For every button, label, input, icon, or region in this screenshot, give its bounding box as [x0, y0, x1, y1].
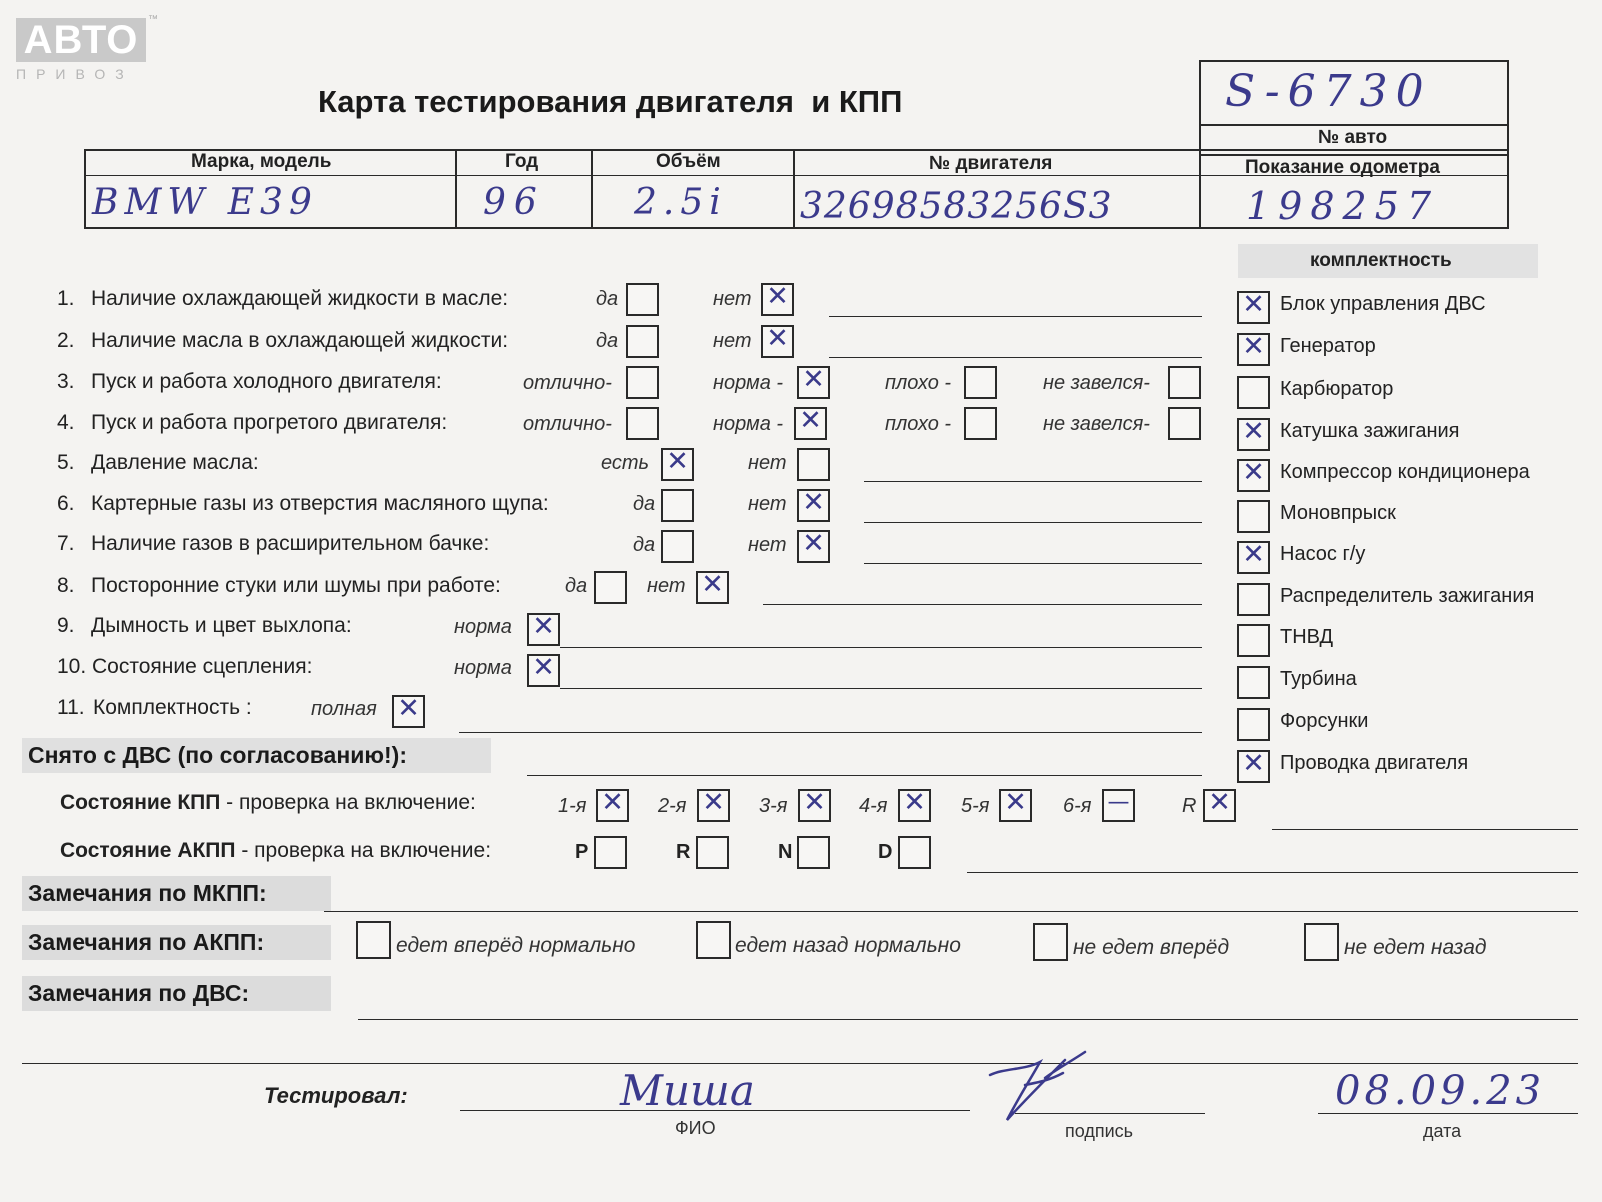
kit-item-checkbox[interactable] — [1237, 333, 1270, 366]
test-6-yes-checkbox[interactable] — [661, 489, 694, 522]
test-3-bad-checkbox[interactable] — [964, 366, 997, 399]
signature-image — [985, 1040, 1095, 1130]
test-3-label: Пуск и работа холодного двигателя: — [91, 370, 442, 393]
test-4-opt-excellent: отлично- — [523, 413, 612, 435]
test-1-opt-no: нет — [713, 288, 752, 310]
brand-header: Марка, модель — [191, 151, 332, 172]
kit-title: комплектность — [1310, 250, 1452, 271]
kit-item-checkbox[interactable] — [1237, 666, 1270, 699]
test-4-not-started-checkbox[interactable] — [1168, 407, 1201, 440]
akpp-label — [60, 839, 491, 863]
akpp-mode-n: N — [778, 841, 793, 863]
kit-item-label: Компрессор кондиционера — [1280, 461, 1530, 483]
test-3-excellent-checkbox[interactable] — [626, 366, 659, 399]
test-7-no-checkbox[interactable] — [797, 530, 830, 563]
akpp-no-backward-checkbox[interactable] — [1304, 923, 1339, 961]
kit-item-checkbox[interactable] — [1237, 500, 1270, 533]
kpp-label-rest: - проверка на включение: — [220, 791, 476, 814]
test-7-label: Наличие газов в расширительном бачке: — [91, 532, 490, 555]
test-4-opt-normal: норма - — [713, 413, 784, 435]
test-3-opt-bad: плохо - — [885, 372, 952, 394]
test-6-label: Картерные газы из отверстия масляного щупа: — [91, 492, 549, 515]
remarks-mkpp-line — [324, 911, 1578, 912]
test-9-normal-checkbox[interactable] — [527, 613, 560, 646]
akpp-label-bold: Состояние АКПП — [60, 839, 236, 862]
test-8-no-checkbox[interactable] — [696, 571, 729, 604]
kpp-gear-4: 4-я — [859, 795, 888, 817]
test-10-opt-normal: норма — [454, 657, 512, 679]
test-7-num: 7. — [57, 532, 75, 555]
test-5-yes-checkbox[interactable] — [661, 448, 694, 481]
test-6-opt-no: нет — [748, 493, 787, 515]
kit-item-label: Генератор — [1280, 335, 1376, 357]
odometer-header: Показание одометра — [1245, 157, 1440, 178]
kit-item-checkbox[interactable] — [1237, 708, 1270, 741]
test-5-notes-line — [864, 481, 1202, 482]
brand-value: BMW E39 — [92, 182, 318, 223]
test-10-notes-line — [560, 688, 1202, 689]
kit-item-label: Карбюратор — [1280, 378, 1394, 400]
page-title: Карта тестирования двигателя и КПП — [318, 84, 903, 119]
kit-item-label: Насос г/у — [1280, 543, 1366, 565]
kit-item-label: Распределитель зажигания — [1280, 585, 1535, 607]
test-1-notes-line — [829, 316, 1202, 317]
kit-item-label: Турбина — [1280, 668, 1357, 690]
remarks-akpp-label: Замечания по АКПП: — [22, 925, 331, 960]
logo-sub: ПРИВОЗ — [16, 66, 134, 82]
kpp-gear-5: 5-я — [961, 795, 990, 817]
kpp-gear-3-checkbox[interactable] — [798, 789, 831, 822]
test-5-label: Давление масла: — [91, 451, 259, 474]
kpp-notes-line — [1272, 829, 1578, 830]
test-11-label: Комплектность : — [93, 696, 252, 719]
kpp-label-bold: Состояние КПП — [60, 791, 221, 814]
test-8-opt-yes: да — [565, 575, 588, 597]
kpp-gear-1: 1-я — [558, 795, 587, 817]
test-6-no-checkbox[interactable] — [797, 489, 830, 522]
date-value: 08.09.23 — [1335, 1068, 1546, 1114]
akpp-backward-ok-checkbox[interactable] — [696, 921, 731, 959]
test-6-opt-yes: да — [633, 493, 656, 515]
test-9-notes-line — [560, 647, 1202, 648]
test-5-no-checkbox[interactable] — [797, 448, 830, 481]
akpp-mode-p: P — [575, 841, 589, 863]
akpp-label-rest: - проверка на включение: — [235, 839, 492, 862]
odometer-value: 198257 — [1246, 184, 1440, 228]
logo-main: АВТО — [16, 18, 146, 62]
test-3-opt-excellent: отлично- — [523, 372, 612, 394]
engine-no-value: 32698583256S3 — [800, 186, 1113, 227]
test-2-opt-no: нет — [713, 330, 752, 352]
test-8-label: Посторонние стуки или шумы при работе: — [91, 574, 501, 597]
test-4-opt-bad: плохо - — [885, 413, 952, 435]
kpp-gear-3: 3-я — [759, 795, 788, 817]
test-4-opt-not-started: не завелся- — [1043, 413, 1150, 435]
test-2-label: Наличие масла в охлаждающей жидкости: — [91, 329, 509, 352]
test-1-yes-checkbox[interactable] — [626, 283, 659, 316]
kpp-gear-6-checkbox[interactable] — [1102, 789, 1135, 822]
test-1-label: Наличие охлаждающей жидкости в масле: — [91, 287, 509, 310]
test-4-normal-checkbox[interactable] — [794, 407, 827, 440]
remarks-dvs-line-2 — [22, 1063, 1578, 1064]
year-value: 96 — [483, 182, 545, 223]
test-6-notes-line — [864, 522, 1202, 523]
kit-item-checkbox[interactable] — [1237, 418, 1270, 451]
kit-item-checkbox[interactable] — [1237, 583, 1270, 616]
test-9-num: 9. — [57, 614, 75, 637]
test-6-num: 6. — [57, 492, 75, 515]
kpp-gear-2-checkbox[interactable] — [697, 789, 730, 822]
akpp-backward-ok-label: едет назад нормально — [735, 934, 961, 957]
test-3-normal-checkbox[interactable] — [797, 366, 830, 399]
test-4-excellent-checkbox[interactable] — [626, 407, 659, 440]
akpp-no-forward-checkbox[interactable] — [1033, 923, 1068, 961]
test-11-opt-full: полная — [311, 698, 377, 720]
test-10-normal-checkbox[interactable] — [527, 654, 560, 687]
akpp-forward-ok-checkbox[interactable] — [356, 921, 391, 959]
akpp-forward-ok-label: едет вперёд нормально — [396, 934, 636, 957]
kit-item-checkbox[interactable] — [1237, 291, 1270, 324]
test-1-opt-yes: да — [596, 288, 619, 310]
akpp-mode-n-checkbox[interactable] — [797, 836, 830, 869]
kit-item-checkbox[interactable] — [1237, 541, 1270, 574]
kit-item-checkbox[interactable] — [1237, 459, 1270, 492]
test-5-opt-yes: есть — [601, 452, 650, 474]
removed-line — [527, 775, 1202, 776]
kpp-gear-4-checkbox[interactable] — [898, 789, 931, 822]
kpp-gear-r: R — [1182, 795, 1197, 817]
kit-item-label: ТНВД — [1280, 626, 1334, 648]
test-8-yes-checkbox[interactable] — [594, 571, 627, 604]
fio-value: Миша — [620, 1066, 755, 1115]
kit-item-label: Форсунки — [1280, 710, 1369, 732]
akpp-mode-r: R — [676, 841, 691, 863]
test-3-not-started-checkbox[interactable] — [1168, 366, 1201, 399]
kpp-gear-5-checkbox[interactable] — [999, 789, 1032, 822]
year-header: Год — [505, 151, 539, 172]
test-7-yes-checkbox[interactable] — [661, 530, 694, 563]
akpp-notes-line — [967, 872, 1578, 873]
test-7-opt-yes: да — [633, 534, 656, 556]
test-9-label: Дымность и цвет выхлопа: — [91, 614, 352, 637]
test-11-full-checkbox[interactable] — [392, 695, 425, 728]
test-7-notes-line — [864, 563, 1202, 564]
akpp-no-backward-label: не едет назад — [1344, 936, 1487, 959]
kit-item-label: Моновпрыск — [1280, 502, 1396, 524]
remarks-mkpp-label: Замечания по МКПП: — [22, 876, 331, 911]
kit-item-checkbox[interactable] — [1237, 624, 1270, 657]
test-5-opt-no: нет — [748, 452, 787, 474]
test-5-num: 5. — [57, 451, 75, 474]
akpp-no-forward-label: не едет вперёд — [1073, 936, 1230, 959]
fio-caption: ФИО — [675, 1118, 716, 1138]
test-2-opt-yes: да — [596, 330, 619, 352]
kit-item-checkbox[interactable] — [1237, 376, 1270, 409]
removed-label: Снято с ДВС (по согласованию!): — [22, 738, 491, 773]
tested-by-label: Тестировал: — [264, 1083, 408, 1108]
kit-item-label: Блок управления ДВС — [1280, 293, 1486, 315]
test-7-opt-no: нет — [748, 534, 787, 556]
volume-value: 2.5i — [634, 182, 727, 223]
kit-item-label: Проводка двигателя — [1280, 752, 1469, 774]
test-3-opt-normal: норма - — [713, 372, 784, 394]
kpp-gear-6: 6-я — [1063, 795, 1092, 817]
test-10-num: 10. — [57, 655, 87, 678]
test-11-num: 11. — [57, 696, 85, 719]
test-1-num: 1. — [57, 287, 75, 310]
test-2-yes-checkbox[interactable] — [626, 325, 659, 358]
remarks-dvs-line-1 — [358, 1019, 1578, 1020]
logo-tm: ™ — [148, 14, 158, 25]
test-2-num: 2. — [57, 329, 75, 352]
akpp-mode-d: D — [878, 841, 893, 863]
car-number-label: № авто — [1318, 127, 1388, 148]
kpp-label — [60, 791, 476, 815]
test-9-opt-normal: норма — [454, 616, 512, 638]
test-2-notes-line — [829, 357, 1202, 358]
kpp-gear-r-checkbox[interactable] — [1203, 789, 1236, 822]
car-number-value: S-6730 — [1225, 66, 1432, 117]
kpp-gear-1-checkbox[interactable] — [596, 789, 629, 822]
volume-header: Объём — [656, 151, 721, 172]
kit-item-label: Катушка зажигания — [1280, 420, 1460, 442]
test-4-label: Пуск и работа прогретого двигателя: — [91, 411, 448, 434]
akpp-mode-d-checkbox[interactable] — [898, 836, 931, 869]
test-3-num: 3. — [57, 370, 75, 393]
test-4-bad-checkbox[interactable] — [964, 407, 997, 440]
test-1-no-checkbox[interactable] — [761, 283, 794, 316]
remarks-dvs-label: Замечания по ДВС: — [22, 976, 331, 1011]
logo — [14, 14, 158, 88]
test-11-notes-line — [459, 732, 1202, 733]
test-2-no-checkbox[interactable] — [761, 325, 794, 358]
test-8-notes-line — [763, 604, 1202, 605]
test-8-opt-no: нет — [647, 575, 686, 597]
test-8-num: 8. — [57, 574, 75, 597]
test-4-num: 4. — [57, 411, 75, 434]
kpp-gear-2: 2-я — [658, 795, 687, 817]
akpp-mode-p-checkbox[interactable] — [594, 836, 627, 869]
akpp-mode-r-checkbox[interactable] — [696, 836, 729, 869]
test-3-opt-not-started: не завелся- — [1043, 372, 1150, 394]
engine-no-header: № двигателя — [929, 153, 1053, 174]
date-caption: дата — [1423, 1121, 1462, 1141]
signature-caption: подпись — [1065, 1121, 1134, 1141]
kit-item-checkbox[interactable] — [1237, 750, 1270, 783]
test-10-label: Состояние сцепления: — [92, 655, 313, 678]
